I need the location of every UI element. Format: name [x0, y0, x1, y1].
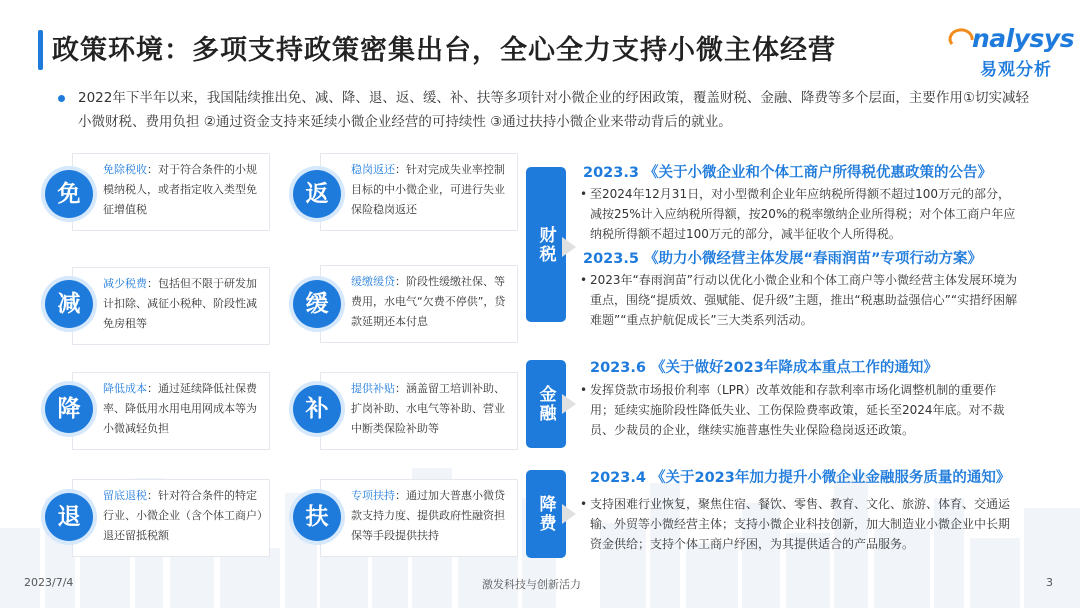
title-accent-bar — [38, 30, 43, 70]
intro-paragraph: 2022年下半年以来，我国陆续推出免、减、降、退、返、缓、补、扶等多项针对小微企业的纾困政策，覆盖财税、金融、降费等多个层面，主要作用①切实减轻小微财税、费用负担 ②通过资金支持来延续小微企业经营的可持续性 ③通过扶持小微企业来带动背后的就业。 — [78, 90, 1029, 130]
footer-slogan: 激发科技与创新活力 — [482, 578, 581, 591]
circle-reduce: 减 — [45, 280, 93, 328]
card-description: ：涵盖留工培训补助、扩岗补助、水电气等补助、营业中断类保险补助等 — [351, 382, 505, 435]
category-label: 财税 — [535, 225, 556, 264]
policy-card-lower — [72, 372, 270, 450]
policy-title: 2023.6 《关于做好2023年降成本重点工作的通知》 — [590, 360, 938, 376]
policy-card-reduce — [72, 267, 270, 345]
card-text — [103, 486, 265, 546]
card-description: ：针对完成失业率控制目标的中小微企业，可进行失业保险稳岗返还 — [351, 163, 505, 216]
circle-return: 返 — [293, 170, 341, 218]
policy-card-refund — [72, 479, 270, 557]
policy-body — [580, 184, 1020, 244]
card-keyword: 降低成本 — [103, 382, 147, 395]
policy-body-text: 支持困难行业恢复，聚焦住宿、餐饮、零售、教育、文化、旅游、体育、交通运输、外贸等小微经营主体；支持小微企业科技创新，加大制造业小微企业中长期资金供给；支持个体工商户纾困，为其提供适合的产品服务。 — [590, 497, 1011, 551]
circle-lower: 降 — [45, 385, 93, 433]
circle-exempt: 免 — [45, 170, 93, 218]
bullet-dot: • — [580, 273, 588, 287]
policy-body — [580, 270, 1020, 330]
card-description: ：包括但不限于研发加计扣除、减征小税种、阶段性减免房租等 — [103, 277, 257, 330]
card-keyword: 留底退税 — [103, 489, 147, 502]
analysys-logo — [948, 24, 1075, 80]
intro-bullet — [58, 95, 65, 102]
category-banking — [526, 360, 566, 448]
arrow-icon — [562, 237, 576, 257]
card-text — [351, 272, 513, 332]
card-text — [351, 486, 513, 546]
arrow-icon — [562, 504, 576, 524]
policy-body-text: 2023年“春雨润苗”行动以优化小微企业和个体工商户等小微经营主体发展环境为重点，围绕“提质效、强赋能、促升级”主题，推出“税惠助益强信心”“实措纾困解难题”“重点护航促成长”三大类系列活动。 — [590, 273, 1018, 327]
bullet-dot: • — [580, 187, 588, 201]
policy-title: 2023.4 《关于2023年加力提升小微企业金融服务质量的通知》 — [590, 470, 1011, 486]
card-keyword: 稳岗返还 — [351, 163, 395, 176]
circle-refund: 退 — [45, 493, 93, 541]
category-finance-tax — [526, 167, 566, 322]
policy-body-text: 发挥贷款市场报价利率（LPR）改革效能和存款利率市场化调整机制的重要作用；延续实施阶段性降低失业、工伤保险费率政策，延长至2024年底。对不裁员、少裁员的企业，继续实施普惠性失业保险稳岗返还政策。 — [590, 383, 1005, 437]
circle-defer: 缓 — [293, 280, 341, 328]
policy-card-return — [320, 153, 518, 231]
card-keyword: 免除税收 — [103, 163, 147, 176]
logo-chinese-text: 易观分析 — [980, 60, 1052, 80]
arrow-icon — [562, 394, 576, 414]
circle-support: 扶 — [293, 493, 341, 541]
policy-body — [580, 380, 1020, 440]
category-fee-reduction — [526, 470, 566, 558]
card-keyword: 减少税费 — [103, 277, 147, 290]
card-description: ：针对符合条件的特定行业、小微企业（含个体工商户）退还留抵税额 — [103, 489, 263, 542]
card-description: ：对于符合条件的小规模纳税人，或者指定收入类型免征增值税 — [103, 163, 257, 216]
card-text — [103, 379, 265, 439]
category-label: 降费 — [535, 495, 556, 533]
footer-date: 2023/7/4 — [24, 576, 74, 589]
policy-body-text: 至2024年12月31日，对小型微利企业年应纳税所得额不超过100万元的部分，减按25%计入应纳税所得额，按20%的税率缴纳企业所得税；对个体工商户年应纳税所得额不超过100万元的部分，减半征收个人所得税。 — [590, 187, 1016, 241]
policy-card-exempt — [72, 153, 270, 231]
card-keyword: 专项扶持 — [351, 489, 395, 502]
card-text — [351, 160, 513, 220]
card-keyword: 提供补贴 — [351, 382, 395, 395]
card-description: ：阶段性缓缴社保、等费用，水电气“欠费不停供”，贷款延期还本付息 — [351, 275, 506, 328]
page-number: 3 — [1046, 576, 1053, 589]
card-text — [103, 160, 265, 220]
card-keyword: 缓缴缓贷 — [351, 275, 395, 288]
logo-english-text: nalysys — [972, 24, 1075, 53]
card-description: ：通过加大普惠小微贷款支持力度、提供政府性融资担保等手段提供扶持 — [351, 489, 505, 542]
policy-title: 2023.5 《助力小微经营主体发展“春雨润苗”专项行动方案》 — [583, 251, 983, 267]
card-text — [103, 274, 265, 334]
policy-card-support — [320, 479, 518, 557]
policy-title: 2023.3 《关于小微企业和个体工商户所得税优惠政策的公告》 — [583, 165, 992, 181]
card-description: ：通过延续降低社保费率、降低用水用电用网成本等为小微减轻负担 — [103, 382, 257, 435]
policy-card-defer — [320, 265, 518, 343]
circle-subsidy: 补 — [293, 385, 341, 433]
card-text — [351, 379, 513, 439]
category-label: 金融 — [535, 385, 556, 423]
page-title: 政策环境：多项支持政策密集出台，全心全力支持小微主体经营 — [52, 35, 836, 66]
policy-card-subsidy — [320, 372, 518, 450]
bullet-dot: • — [580, 497, 588, 511]
bullet-dot: • — [580, 383, 588, 397]
policy-body — [580, 494, 1020, 554]
